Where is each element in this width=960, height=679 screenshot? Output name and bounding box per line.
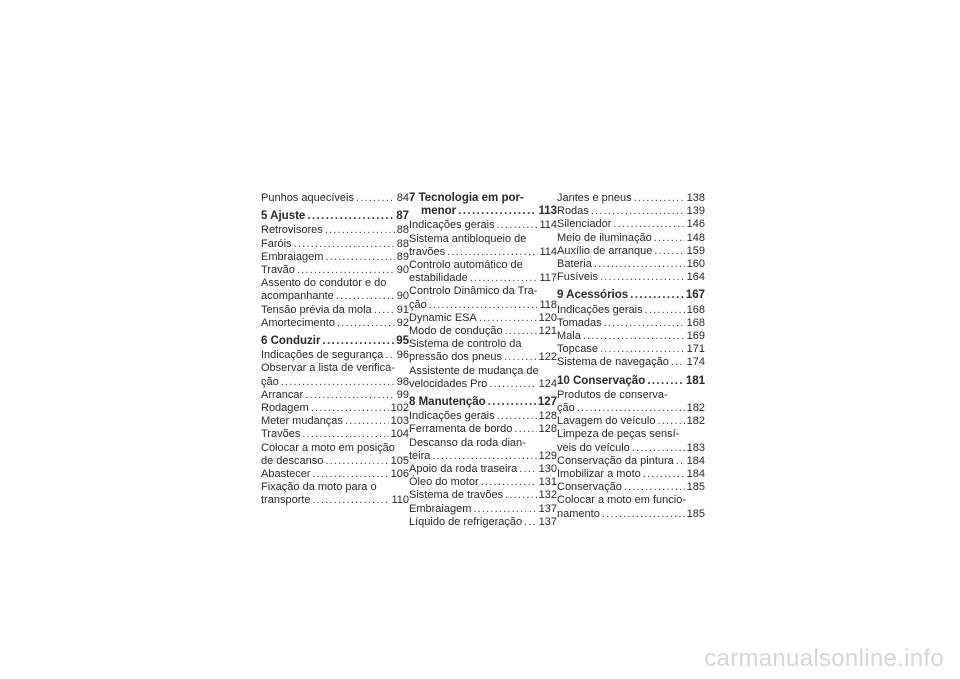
dot-leader [470, 272, 538, 285]
toc-entry-title: 5 Ajuste [261, 210, 306, 223]
toc-entry [261, 402, 409, 415]
dot-leader [634, 192, 685, 205]
toc-entry-title: acompanhante [261, 290, 334, 303]
dot-leader [302, 428, 388, 441]
toc-entry-title-line: Assento do condutor e do [261, 277, 387, 290]
toc-entry [409, 312, 557, 325]
dot-leader [524, 516, 537, 529]
toc-entry [409, 233, 557, 259]
dot-leader [600, 271, 685, 284]
toc-entry [409, 476, 557, 489]
toc-entry-title: namento [557, 507, 600, 520]
toc-page-number: 181 [685, 374, 705, 387]
dot-leader [325, 251, 394, 264]
toc-entry-title: Lavagem do veículo [557, 415, 656, 428]
toc-page-number: 89 [396, 250, 409, 263]
dot-leader [429, 299, 538, 312]
toc-entry-title: Apoio da roda traseira [409, 463, 518, 476]
toc-entry [261, 349, 409, 362]
toc-entry-title: Sistema de travões [409, 489, 504, 502]
toc-entry [261, 277, 409, 303]
toc-entry-title-line: Controlo automático de [409, 259, 523, 272]
toc-entry-title: Amortecimento [261, 316, 335, 329]
dot-leader [336, 290, 395, 303]
dot-leader [294, 238, 395, 251]
toc-chapter-heading [409, 192, 557, 218]
toc-page-number: 106 [390, 468, 409, 481]
toc-page-number: 168 [686, 316, 705, 329]
dot-leader [311, 402, 389, 415]
toc-page-number: 185 [686, 507, 705, 520]
toc-page-number: 124 [538, 377, 557, 390]
toc-entry [261, 192, 409, 205]
toc-page-number: 103 [390, 415, 409, 428]
toc-entry-title: de descanso [261, 454, 324, 467]
toc-entry-title: veis do veículo [557, 441, 630, 454]
toc-page-number: 114 [539, 219, 557, 232]
toc-page-number: 148 [686, 231, 705, 244]
toc-column-3 [557, 192, 705, 521]
toc-entry [409, 365, 557, 391]
dot-leader [583, 330, 685, 343]
toc-page-number: 183 [686, 441, 705, 454]
toc-entry-title: 6 Conduzir [261, 335, 321, 348]
toc-page-number: 104 [390, 428, 409, 441]
toc-entry [557, 428, 705, 454]
dot-leader [519, 463, 536, 476]
toc-entry [409, 423, 557, 436]
toc-chapter-heading [409, 396, 557, 409]
dot-leader [297, 264, 395, 277]
toc-page-number: 139 [686, 205, 705, 218]
toc-entry-title: Indicações gerais [409, 410, 495, 423]
toc-entry [261, 362, 409, 388]
toc-page-number: 87 [396, 210, 409, 223]
toc-entry-title: estabilidade [409, 272, 468, 285]
toc-entry-title-line: Sistema antibloqueio de [409, 232, 527, 245]
dot-leader [657, 415, 684, 428]
toc-entry-title: Retrovisores [261, 224, 323, 237]
toc-page-number: 84 [396, 192, 409, 204]
dot-leader [447, 246, 537, 259]
toc-entry [261, 389, 409, 402]
dot-leader [479, 312, 537, 325]
toc-page-number: 130 [538, 463, 557, 476]
dot-leader [600, 343, 685, 356]
toc-page-number: 128 [538, 423, 557, 436]
toc-entry-title: Tomadas [557, 316, 602, 329]
dot-leader [473, 503, 536, 516]
toc-entry [557, 317, 705, 330]
dot-leader [613, 218, 684, 231]
toc-page-number: 95 [396, 335, 409, 348]
toc-entry-title: Travão [261, 264, 295, 277]
toc-entry [557, 389, 705, 415]
toc-entry [409, 503, 557, 516]
toc-entry [557, 304, 705, 317]
toc-entry-title: Mala [557, 330, 581, 343]
dot-leader [591, 205, 685, 218]
toc-entry-title: travões [409, 245, 446, 258]
toc-entry [557, 356, 705, 369]
dot-leader [356, 192, 395, 205]
toc-entry-title: teira [409, 449, 431, 462]
toc-page-number: 164 [686, 271, 705, 284]
dot-leader [385, 349, 394, 362]
toc-entry [557, 205, 705, 218]
toc-entry-title: Embraiagem [409, 502, 472, 515]
toc-page-number: 90 [396, 264, 409, 277]
toc-entry [409, 338, 557, 364]
toc-entry [557, 218, 705, 231]
toc-chapter-heading [557, 375, 705, 388]
toc-entry-title: Ferramenta de bordo [409, 423, 513, 436]
toc-page-number: 122 [538, 351, 557, 364]
toc-page-number: 185 [686, 481, 705, 494]
toc-page-number: 127 [537, 396, 557, 409]
toc-entry-title: Arrancar [261, 388, 304, 401]
toc-entry-title: Faróis [261, 237, 292, 250]
toc-page-number: 117 [539, 272, 557, 285]
toc-entry-title-line: Colocar a moto em posição [261, 441, 395, 454]
toc-page-number: 98 [396, 375, 409, 388]
toc-entry [409, 325, 557, 338]
toc-page-number: 131 [538, 476, 557, 489]
dot-leader [602, 508, 685, 521]
toc-entry [261, 468, 409, 481]
toc-page-number: 102 [390, 402, 409, 415]
dot-leader [325, 224, 395, 237]
toc-entry-title-line: 7 Tecnologia em por- [409, 192, 524, 204]
toc-page-number: 184 [686, 468, 705, 481]
dot-leader [604, 317, 685, 330]
toc-chapter-heading [557, 289, 705, 302]
toc-entry-title: Bateria [557, 258, 592, 271]
dot-leader [647, 375, 684, 388]
toc-entry [557, 232, 705, 245]
dot-leader [630, 289, 684, 302]
toc-entry [261, 481, 409, 507]
toc-entry [557, 343, 705, 356]
toc-entry-title: Abastecer [261, 468, 311, 481]
toc-entry-title: Travões [261, 428, 301, 441]
toc-entry [409, 516, 557, 529]
toc-page-number: 92 [396, 316, 409, 329]
toc-chapter-heading [261, 210, 409, 223]
toc-page-number: 90 [396, 290, 409, 303]
dot-leader [671, 356, 685, 369]
toc-entry-title: Indicações de segurança [261, 349, 384, 362]
dot-leader [322, 335, 394, 348]
toc-entry [261, 415, 409, 428]
dot-leader [481, 476, 537, 489]
toc-entry-title: 8 Manutenção [409, 396, 486, 409]
toc-entry [557, 258, 705, 271]
toc-entry-title: velocidades Pro [409, 377, 488, 390]
dot-leader [594, 258, 685, 271]
dot-leader [632, 442, 685, 455]
toc-page-number: 118 [539, 298, 557, 311]
toc-entry-title-line: Limpeza de peças sensí- [557, 428, 680, 441]
toc-entry-title-line: Fixação da moto para o [261, 481, 377, 494]
toc-entry [557, 455, 705, 468]
toc-entry-title: ção [557, 402, 575, 415]
toc-entry-title: Fusíveis [557, 271, 598, 284]
toc-page-number: 168 [686, 303, 705, 316]
toc-entry [557, 330, 705, 343]
toc-entry [409, 285, 557, 311]
toc-page-number: 105 [390, 454, 409, 467]
toc-page-number: 167 [685, 289, 705, 302]
toc-page-number: 114 [539, 245, 557, 258]
toc-entry [557, 415, 705, 428]
toc-page-number: 137 [538, 502, 557, 515]
dot-leader [307, 210, 394, 223]
toc-entry-title-line: Sistema de controlo da [409, 338, 522, 351]
toc-entry [261, 224, 409, 237]
toc-page-number: 182 [686, 402, 705, 415]
toc-entry [557, 245, 705, 258]
dot-leader [497, 219, 538, 232]
toc-page-number: 128 [538, 410, 557, 423]
toc-page-number: 129 [538, 449, 557, 462]
toc-page-number: 96 [396, 349, 409, 362]
toc-column-1 [261, 192, 409, 508]
dot-leader [624, 481, 685, 494]
toc-page-number: 138 [686, 192, 705, 204]
toc-page-number: 121 [538, 325, 557, 338]
dot-leader [643, 468, 685, 481]
toc-entry-title-line: Assistente de mudança de [409, 364, 539, 377]
toc-entry [261, 264, 409, 277]
toc-entry-title: Jantes e pneus [557, 192, 632, 204]
toc-page-number: 88 [396, 224, 409, 237]
toc-page-number: 113 [538, 205, 557, 218]
toc-page-number: 159 [686, 244, 705, 257]
dot-leader [645, 304, 685, 317]
toc-entry [409, 410, 557, 423]
toc-entry-title: transporte [261, 494, 311, 507]
toc-entry-title: Imobilizar a moto [557, 468, 641, 481]
watermark: carmanualsonline.info [704, 645, 944, 672]
dot-leader [345, 415, 389, 428]
toc-entry-title: Modo de condução [409, 325, 503, 338]
dot-leader [374, 304, 395, 317]
toc-entry-title: Sistema de navegação [557, 356, 669, 369]
toc-entry-title: Meter mudanças [261, 415, 343, 428]
dot-leader [497, 410, 537, 423]
toc-entry-title: Rodas [557, 205, 589, 218]
toc-entry [409, 259, 557, 285]
toc-page-number: 110 [391, 494, 409, 507]
dot-leader [337, 317, 395, 330]
toc-entry-title-line: Descanso da roda dian- [409, 436, 526, 449]
toc-entry-title: ção [261, 375, 279, 388]
dot-leader [313, 494, 390, 507]
toc-entry-title: Auxílio de arranque [557, 244, 653, 257]
dot-leader [305, 389, 395, 402]
toc-entry-title: Dynamic ESA [409, 311, 477, 324]
dot-leader [514, 423, 536, 436]
toc-entry-title: pressão dos pneus [409, 351, 502, 364]
toc-entry [409, 489, 557, 502]
toc-entry [557, 192, 705, 205]
toc-page-number: 182 [686, 415, 705, 428]
toc-entry-title: Topcase [557, 343, 598, 356]
toc-entry-title-line: Controlo Dinâmico da Tra- [409, 285, 538, 298]
toc-page-number: 174 [686, 356, 705, 369]
toc-entry-title: Embraiagem [261, 250, 324, 263]
toc-page-number: 120 [538, 311, 557, 324]
toc-entry-title: Conservação da pintura [557, 454, 674, 467]
toc-entry [557, 494, 705, 520]
toc-entry-title: Tensão prévia da mola [261, 303, 372, 316]
toc-page-number: 184 [686, 454, 705, 467]
toc-entry [557, 468, 705, 481]
dot-leader [432, 450, 536, 463]
toc-entry [557, 481, 705, 494]
toc-chapter-heading [261, 335, 409, 348]
toc-page-number: 99 [396, 388, 409, 401]
dot-leader [654, 232, 685, 245]
toc-entry [557, 271, 705, 284]
toc-entry [261, 238, 409, 251]
toc-entry-title: Óleo do motor [409, 476, 479, 489]
toc-entry [261, 304, 409, 317]
toc-page-number: 132 [538, 489, 557, 502]
toc-entry-title: 9 Acessórios [557, 289, 629, 302]
dot-leader [505, 325, 537, 338]
dot-leader [313, 468, 389, 481]
dot-leader [676, 455, 685, 468]
toc-entry [261, 317, 409, 330]
toc-entry-title: Meio de iluminação [557, 231, 652, 244]
toc-column-2 [409, 192, 557, 529]
toc-page-number: 171 [686, 343, 705, 356]
toc-entry-title: Silenciador [557, 218, 612, 231]
toc-page-number: 91 [396, 303, 409, 316]
toc-entry-title: Rodagem [261, 402, 309, 415]
toc-entry-title-line: Observar a lista de verifica- [261, 362, 395, 375]
toc-entry-title: ção [409, 298, 427, 311]
toc-page-number: 88 [396, 237, 409, 250]
toc-page-number: 160 [686, 258, 705, 271]
toc-entry-title-line: Colocar a moto em funcio- [557, 494, 686, 507]
toc-entry-title: 10 Conservação [557, 374, 646, 387]
dot-leader [505, 489, 536, 502]
dot-leader [504, 351, 537, 364]
dot-leader [654, 245, 684, 258]
toc-entry-title: Punhos aquecíveis [261, 192, 354, 204]
dot-leader [281, 376, 395, 389]
dot-leader [577, 402, 685, 415]
toc-page-number: 146 [686, 218, 705, 231]
toc-entry [261, 428, 409, 441]
toc-entry-title-line: Produtos de conserva- [557, 388, 668, 401]
toc-entry-title: menor [421, 205, 457, 218]
toc-entry-title: Conservação [557, 481, 622, 494]
toc-entry [409, 463, 557, 476]
toc-page-number: 169 [686, 330, 705, 343]
toc-page-number: 137 [538, 515, 557, 528]
toc-entry [409, 437, 557, 463]
dot-leader [488, 396, 536, 409]
dot-leader [325, 455, 388, 468]
toc-entry-title: Indicações gerais [409, 219, 495, 232]
toc-entry [261, 251, 409, 264]
dot-leader [458, 205, 536, 218]
toc-entry [409, 219, 557, 232]
toc-entry-title: Líquido de refrigeração [409, 515, 523, 528]
toc-entry [261, 442, 409, 468]
toc-entry-title: Indicações gerais [557, 303, 643, 316]
dot-leader [489, 378, 536, 391]
